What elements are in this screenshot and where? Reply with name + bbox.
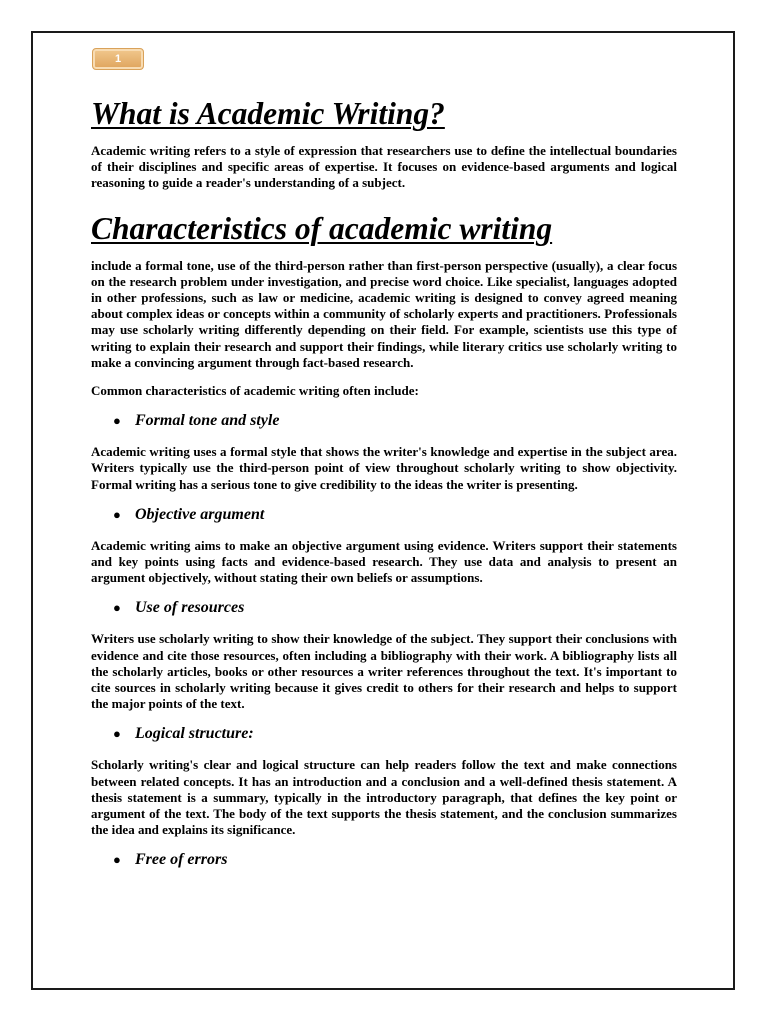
bullet-icon: ● (113, 726, 121, 742)
characteristics-paragraph: include a formal tone, use of the third-person rather than first-person perspective (usually), a clear focus on the research problem under investigation, and precise word choice. Like specialist, languages adopted in other professions, such as law or medicine, academic writing is designed to convey agreed meaning about complex ideas or concepts within a community of scholarly experts and practitioners. Professionals may use scholarly writing differently depending on their field. For example, scientists use this type of writing to explain their research and support their findings, while literary critics use scholarly writing to make a convincing argument through fact-based research. (91, 257, 677, 370)
section-body-use-of-resources: Writers use scholarly writing to show their knowledge of the subject. They support their conclusions with evidence and cite those resources, often including a bibliography with their work. A bibliography lists all the scholarly articles, books or other resources a writer references throughout the text. It's important to cite sources in scholarly writing because it gives credit to others for their research and helps to support the major points of the text. (91, 631, 677, 712)
section-body-formal-tone: Academic writing uses a formal style that shows the writer's knowledge and expertise in the subject area. Writers typically use the third-person point of view throughout scholarly writing to show objectivity. Formal writing has a serious tone to give credibility to the ideas the writer is presenting. (91, 444, 677, 492)
heading-characteristics: Characteristics of academic writing (91, 210, 553, 246)
section-body-logical-structure: Scholarly writing's clear and logical structure can help readers follow the text and make connections between related concepts. It has an introduction and a conclusion and a well-defined thesis statement. A thesis statement is a summary, typically in the introductory paragraph, that defines the key point or argument of the text. The body of the text supports the thesis statement, and the conclusion summarizes the idea and explains its significance. (91, 757, 677, 838)
section-heading-logical-structure (113, 724, 677, 744)
section-title: Objective argument (135, 505, 265, 523)
page-number-badge: 1 (92, 48, 144, 70)
bullet-icon: ● (113, 413, 121, 429)
section-title: Formal tone and style (135, 412, 280, 430)
section-heading-objective-argument (113, 505, 677, 525)
document-body (91, 96, 677, 883)
section-heading-use-of-resources (113, 598, 677, 618)
heading-what-is-academic-writing: What is Academic Writing? (91, 96, 445, 131)
section-heading-formal-tone (113, 411, 677, 431)
section-title: Logical structure: (135, 725, 254, 743)
section-body-objective-argument: Academic writing aims to make an objective argument using evidence. Writers support their statements and key points using facts and evidence-based research. They use data and analysis to present an argument objectively, without stating their own beliefs or assumptions. (91, 537, 677, 586)
bullet-icon: ● (113, 506, 121, 522)
section-title: Free of errors (135, 851, 228, 869)
bullet-icon: ● (113, 852, 121, 868)
section-heading-free-of-errors (113, 850, 677, 870)
common-characteristics-intro: Common characteristics of academic writing often include: (91, 383, 419, 399)
section-title: Use of resources (135, 599, 245, 617)
bullet-icon: ● (113, 600, 121, 616)
intro-paragraph: Academic writing refers to a style of expression that researchers use to define the intellectual boundaries of their disciplines and specific areas of expertise. It focuses on evidence-based arguments and logical reasoning to guide a reader's understanding of a subject. (91, 143, 677, 191)
